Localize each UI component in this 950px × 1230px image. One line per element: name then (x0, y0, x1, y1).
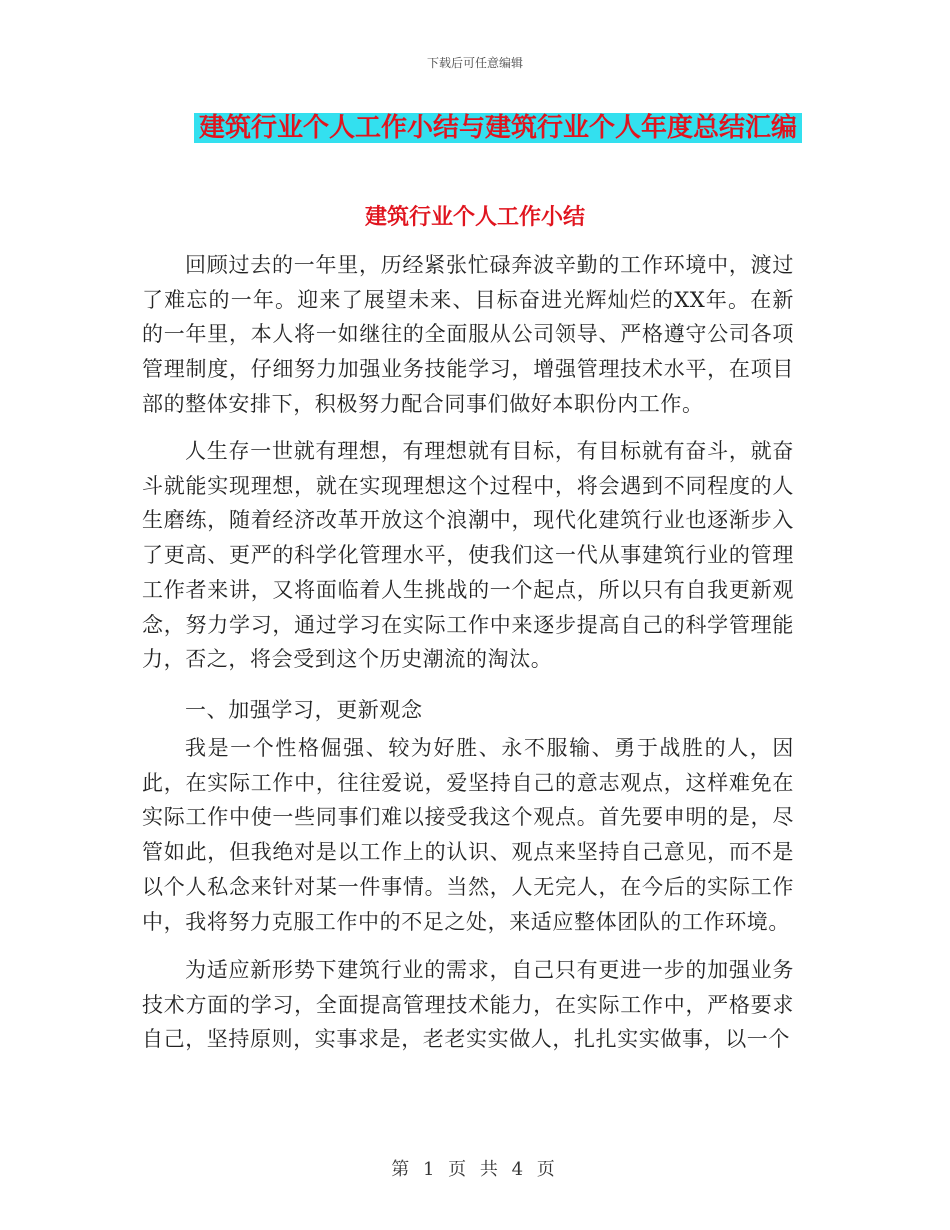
paragraph-character: 我是一个性格倔强、较为好胜、永不服输、勇于战胜的人，因此，在实际工作中，往往爱说，爱坚持自己的意志观点，这样难免在实际工作中使一些同事们难以接受我这个观点。首先要申明的是，尽管如此，但我绝对是以工作上的认识、观点来坚持自己意见，而不是以个人私念来针对某一件事情。当然，人无完人，在今后的实际工作中，我将努力克服工作中的不足之处，来适应整体团队的工作环境。 (142, 736, 794, 934)
page-footer: 第 1 页 共 4 页 (391, 1159, 559, 1180)
paragraph-adapt: 为适应新形势下建筑行业的需求，自己只有更进一步的加强业务技术方面的学习，全面提高管理技术能力，在实际工作中，严格要求自己，坚持原则，实事求是，老老实实做人，扎扎实实做事，以一个 (142, 958, 794, 1052)
subheading-strengthen-learning: 一、加强学习，更新观念 (185, 698, 423, 722)
paragraph-ideals: 人生存一世就有理想，有理想就有目标，有目标就有奋斗，就奋斗就能实现理想，就在实现理想这个过程中，将会遇到不同程度的人生磨练，随着经济改革开放这个浪潮中，现代化建筑行业也逐渐步入了更高、更严的科学化管理水平，使我们这一代从事建筑行业的管理工作者来讲，又将面临着人生挑战的一个起点，所以只有自我更新观念，努力学习，通过学习在实际工作中来逐步提高自己的科学管理能力，否之，将会受到这个历史潮流的淘汰。 (142, 439, 794, 672)
section-title: 建筑行业个人工作小结 (364, 204, 585, 230)
header-note: 下载后可任意编辑 (426, 56, 523, 70)
paragraph-review: 回顾过去的一年里，历经紧张忙碌奔波辛勤的工作环境中，渡过了难忘的一年。迎来了展望未来、目标奋进光辉灿烂的XX年。在新的一年里，本人将一如继往的全面服从公司领导、严格遵守公司各项管理制度，仔细努力加强业务技能学习，增强管理技术水平，在项目部的整体安排下，积极努力配合同事们做好本职份内工作。 (142, 253, 794, 416)
document-title: 建筑行业个人工作小结与建筑行业个人年度总结汇编 (194, 113, 802, 143)
